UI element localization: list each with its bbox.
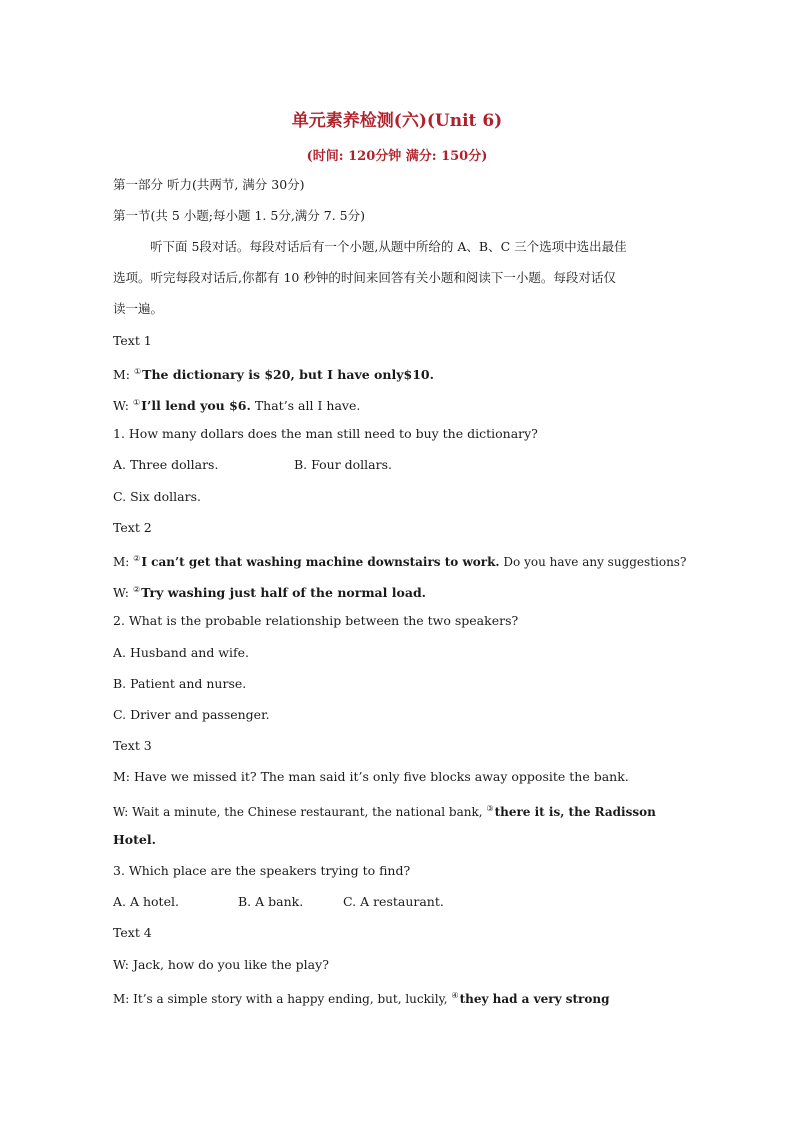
footnote-marker: ③ bbox=[486, 804, 494, 813]
page-title: 单元素养检测(六)(Unit 6) bbox=[291, 111, 503, 131]
question-3-option-b: B. A bank. bbox=[238, 894, 304, 909]
speaker-label: M: bbox=[113, 555, 130, 569]
page-subtitle: (时间: 120分钟 满分: 150分) bbox=[306, 149, 488, 164]
footnote-marker: ② bbox=[133, 554, 141, 563]
question-2-option-c: C. Driver and passenger. bbox=[113, 707, 270, 722]
text-2-woman-line bbox=[113, 581, 426, 602]
question-2: 2. What is the probable relationship between the two speakers? bbox=[113, 613, 519, 628]
text-3-woman-line bbox=[113, 800, 656, 821]
key-sentence: I can’t get that washing machine downstairs to work. bbox=[141, 555, 500, 569]
question-3: 3. Which place are the speakers trying to find? bbox=[113, 863, 411, 878]
key-sentence: there it is, the Radisson bbox=[494, 805, 656, 819]
question-3-option-c: C. A restaurant. bbox=[343, 894, 444, 909]
speaker-label: W: bbox=[113, 398, 129, 414]
dialogue-text: W: Wait a minute, the Chinese restaurant, the national bank, bbox=[113, 805, 487, 819]
speaker-label: M: bbox=[113, 367, 131, 383]
text-2-man-line bbox=[113, 550, 686, 571]
key-sentence: they had a very strong bbox=[459, 992, 610, 1006]
text-1-man-line bbox=[113, 363, 434, 384]
question-2-option-b: B. Patient and nurse. bbox=[113, 676, 247, 691]
instructions-line-3: 读一遍。 bbox=[113, 301, 164, 316]
footnote-marker: ② bbox=[132, 585, 141, 594]
dialogue-text: M: It’s a simple story with a happy ending, but, luckily, bbox=[113, 992, 452, 1006]
text-3-label: Text 3 bbox=[113, 738, 152, 753]
key-sentence-continuation: Hotel. bbox=[113, 832, 156, 847]
key-sentence: The dictionary is $20, but I have only$10. bbox=[142, 367, 434, 383]
question-1: 1. How many dollars does the man still need to buy the dictionary? bbox=[113, 426, 538, 441]
question-1-option-c: C. Six dollars. bbox=[113, 489, 201, 504]
part-heading: 第一部分 听力(共两节, 满分 30分) bbox=[113, 177, 305, 192]
speaker-label: W: bbox=[113, 585, 129, 601]
text-1-woman-line bbox=[113, 394, 360, 415]
text-4-man-line bbox=[113, 987, 609, 1008]
section-heading: 第一节(共 5 小题;每小题 1. 5分,满分 7. 5分) bbox=[113, 208, 365, 223]
dialogue-text: Do you have any suggestions? bbox=[499, 555, 687, 569]
footnote-marker: ① bbox=[132, 398, 141, 407]
dialogue-text: That’s all I have. bbox=[250, 398, 361, 414]
question-1-option-b: B. Four dollars. bbox=[294, 457, 392, 472]
text-4-woman-line: W: Jack, how do you like the play? bbox=[113, 957, 329, 972]
instructions-line-2: 选项。听完每段对话后,你都有 10 秒钟的时间来回答有关小题和阅读下一小题。每段对话仅 bbox=[113, 270, 616, 285]
text-4-label: Text 4 bbox=[113, 925, 152, 940]
text-3-man-line: M: Have we missed it? The man said it’s only five blocks away opposite the bank. bbox=[113, 769, 629, 784]
key-sentence: I’ll lend you $6. bbox=[141, 398, 251, 414]
question-3-option-a: A. A hotel. bbox=[113, 894, 179, 909]
text-2-label: Text 2 bbox=[113, 520, 152, 535]
footnote-marker: ① bbox=[134, 367, 142, 376]
instructions-line-1: 听下面 5段对话。每段对话后有一个小题,从题中所给的 A、B、C 三个选项中选出最佳 bbox=[150, 239, 627, 254]
key-sentence: Try washing just half of the normal load. bbox=[141, 585, 427, 601]
question-1-option-a: A. Three dollars. bbox=[113, 457, 219, 472]
text-1-label: Text 1 bbox=[113, 333, 152, 348]
question-2-option-a: A. Husband and wife. bbox=[113, 645, 249, 660]
footnote-marker: ④ bbox=[451, 991, 459, 1000]
